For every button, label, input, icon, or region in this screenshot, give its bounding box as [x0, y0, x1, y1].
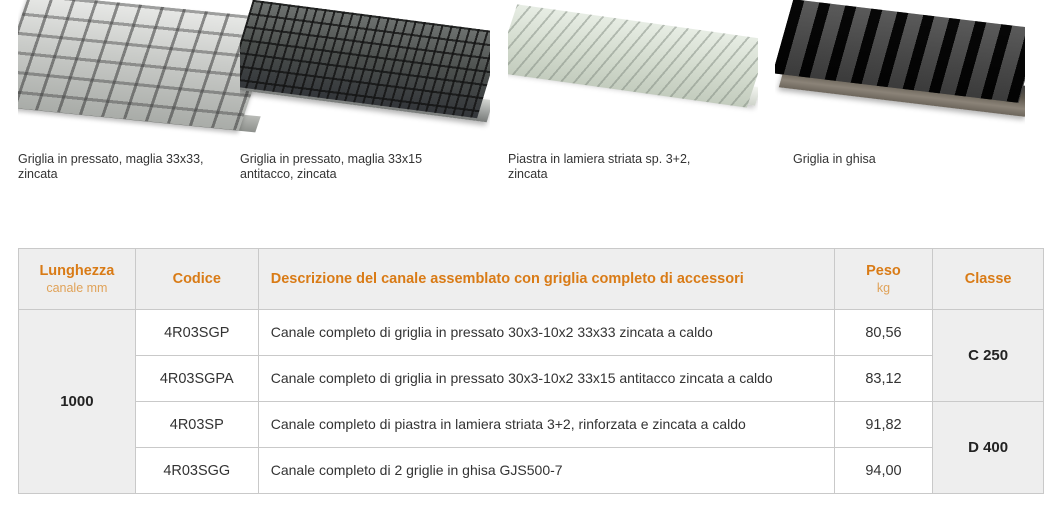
column-header-peso	[834, 249, 933, 310]
product-image-strip	[0, 0, 1062, 200]
cell-peso: 91,82	[834, 402, 933, 448]
column-header-peso-label: Peso	[866, 263, 901, 279]
table-row	[19, 448, 1044, 494]
column-header-lunghezza	[19, 249, 136, 310]
checker-plate-3plus2-image	[508, 0, 758, 140]
column-header-descrizione: Descrizione del canale assemblato con griglia completo di accessori	[258, 249, 834, 310]
specs-table	[18, 248, 1044, 494]
column-header-lunghezza-label: Lunghezza	[39, 263, 115, 279]
table-row	[19, 402, 1044, 448]
cell-codice: 4R03SP	[135, 402, 258, 448]
column-header-classe: Classe	[933, 249, 1044, 310]
cell-lunghezza: 1000	[19, 310, 136, 494]
galvanized-mesh-grating-33x15-image	[240, 0, 490, 140]
table-row	[19, 310, 1044, 356]
column-header-peso-sub: kg	[876, 281, 891, 295]
cell-peso: 94,00	[834, 448, 933, 494]
product-item-4	[775, 0, 1025, 167]
column-header-codice: Codice	[135, 249, 258, 310]
product-caption-4: Griglia in ghisa	[793, 152, 876, 166]
specs-table-body	[19, 310, 1044, 494]
product-item-3	[508, 0, 758, 182]
specs-table-head	[19, 249, 1044, 310]
cell-codice: 4R03SGP	[135, 310, 258, 356]
cell-descrizione: Canale completo di griglia in pressato 30x3-10x2 33x33 zincata a caldo	[258, 310, 834, 356]
cell-codice: 4R03SGG	[135, 448, 258, 494]
table-header-row	[19, 249, 1044, 310]
galvanized-mesh-grating-33x33-image	[18, 0, 268, 140]
cell-classe: D 400	[933, 402, 1044, 494]
column-header-lunghezza-sub: canale mm	[46, 281, 108, 295]
cell-descrizione: Canale completo di griglia in pressato 30x3-10x2 33x15 antitacco zincata a caldo	[258, 356, 834, 402]
product-caption-1: Griglia in pressato, maglia 33x33, zincata	[18, 152, 204, 181]
cell-descrizione: Canale completo di piastra in lamiera striata 3+2, rinforzata e zincata a caldo	[258, 402, 834, 448]
specs-table-container	[18, 248, 1044, 494]
product-caption-3: Piastra in lamiera striata sp. 3+2, zincata	[508, 152, 691, 181]
product-item-1	[18, 0, 268, 182]
cast-iron-grating-image	[775, 0, 1025, 140]
cell-peso: 83,12	[834, 356, 933, 402]
product-item-2	[240, 0, 490, 182]
cell-codice: 4R03SGPA	[135, 356, 258, 402]
cell-peso: 80,56	[834, 310, 933, 356]
cell-descrizione: Canale completo di 2 griglie in ghisa GJS500-7	[258, 448, 834, 494]
table-row	[19, 356, 1044, 402]
cell-classe: C 250	[933, 310, 1044, 402]
product-caption-2: Griglia in pressato, maglia 33x15 antitacco, zincata	[240, 152, 423, 181]
